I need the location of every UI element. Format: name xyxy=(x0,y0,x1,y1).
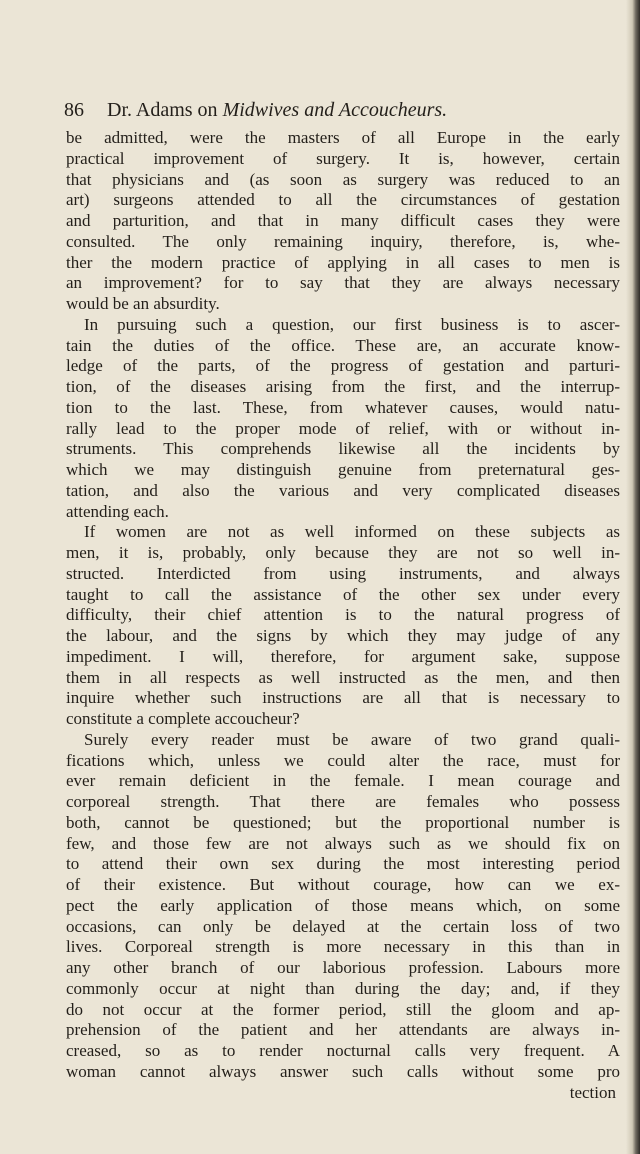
text-line: ever remain deficient in the female. I mean courage and xyxy=(66,771,620,791)
text-line: which we may distinguish genuine from preternatural ges- xyxy=(66,460,620,479)
text-line: corporeal strength. That there are females who possess xyxy=(66,792,620,811)
text-line: rally lead to the proper mode of relief, with or without in- xyxy=(66,418,620,438)
text-line: of their existence. But without courage, how can we ex- xyxy=(66,875,620,894)
text-line: and parturition, and that in many difficult cases they were xyxy=(66,211,620,230)
text-line: impediment. I will, therefore, for argument sake, suppose xyxy=(66,646,620,666)
text-line: any other branch of our laborious profession. Labours more xyxy=(66,958,620,977)
body-text xyxy=(66,128,620,1103)
text-line: Surely every reader must be aware of two grand quali- xyxy=(84,729,620,749)
text-line: practical improvement of surgery. It is, however, certain xyxy=(66,148,620,168)
text-line: that physicians and (as soon as surgery was reduced to an xyxy=(66,169,620,189)
text-line: tation, and also the various and very complicated diseases xyxy=(66,480,620,500)
text-line: attending each. xyxy=(66,501,169,521)
running-title-italic: Midwives and Accoucheurs. xyxy=(222,99,448,121)
text-line: tion, of the diseases arising from the first, and the interrup- xyxy=(66,377,620,396)
text-line: ledge of the parts, of the progress of gestation and parturi- xyxy=(66,356,620,376)
text-line: would be an absurdity. xyxy=(66,294,220,313)
running-title: Dr. Adams on xyxy=(107,99,218,121)
text-line: the labour, and the signs by which they may judge of any xyxy=(66,626,620,645)
text-line: both, cannot be questioned; but the proportional number is xyxy=(66,812,620,832)
text-line: inquire whether such instructions are all that is necessary to xyxy=(66,688,620,708)
text-line: In pursuing such a question, our first business is to ascer- xyxy=(84,314,620,334)
text-line: ther the modern practice of applying in all cases to men is xyxy=(66,252,620,272)
text-line: pect the early application of those means which, on some xyxy=(66,895,620,915)
text-line: occasions, can only be delayed at the certain loss of two xyxy=(66,916,620,936)
text-line: tain the duties of the office. These are, an accurate know- xyxy=(66,335,620,355)
text-line: art) surgeons attended to all the circumstances of gestation xyxy=(66,190,620,210)
text-line: woman cannot always answer such calls without some pro xyxy=(66,1061,620,1081)
text-line: difficulty, their chief attention is to the natural progress of xyxy=(66,605,620,625)
text-line: constitute a complete accoucheur? xyxy=(66,709,300,728)
text-line: lives. Corporeal strength is more necessary in this than in xyxy=(66,937,620,957)
text-line: commonly occur at night than during the day; and, if they xyxy=(66,978,620,998)
text-line: tection xyxy=(569,1082,616,1102)
text-line: few, and those few are not always such as we should fix on xyxy=(66,833,620,853)
running-header xyxy=(64,98,604,122)
text-line: structed. Interdicted from using instruments, and always xyxy=(66,563,620,583)
text-line: to attend their own sex during the most interesting period xyxy=(66,854,620,874)
text-line: tion to the last. These, from whatever causes, would natu- xyxy=(66,397,620,417)
text-line: them in all respects as well instructed as the men, and then xyxy=(66,667,620,687)
text-line: creased, so as to render nocturnal calls very frequent. A xyxy=(66,1041,620,1060)
text-line: fications which, unless we could alter the race, must for xyxy=(66,750,620,770)
text-line: do not occur at the former period, still the gloom and ap- xyxy=(66,999,620,1019)
text-line: consulted. The only remaining inquiry, therefore, is, whe- xyxy=(66,231,620,251)
text-line: prehension of the patient and her attendants are always in- xyxy=(66,1020,620,1040)
page-number: 86 xyxy=(64,99,84,121)
text-line: be admitted, were the masters of all Europe in the early xyxy=(66,128,620,147)
text-line: taught to call the assistance of the other sex under every xyxy=(66,584,620,604)
text-line: an improvement? for to say that they are always necessary xyxy=(66,273,620,293)
page-edge-shadow xyxy=(626,0,640,1154)
text-line: If women are not as well informed on these subjects as xyxy=(84,522,620,542)
text-line: men, it is, probably, only because they are not so well in- xyxy=(66,543,620,562)
text-line: struments. This comprehends likewise all the incidents by xyxy=(66,439,620,459)
